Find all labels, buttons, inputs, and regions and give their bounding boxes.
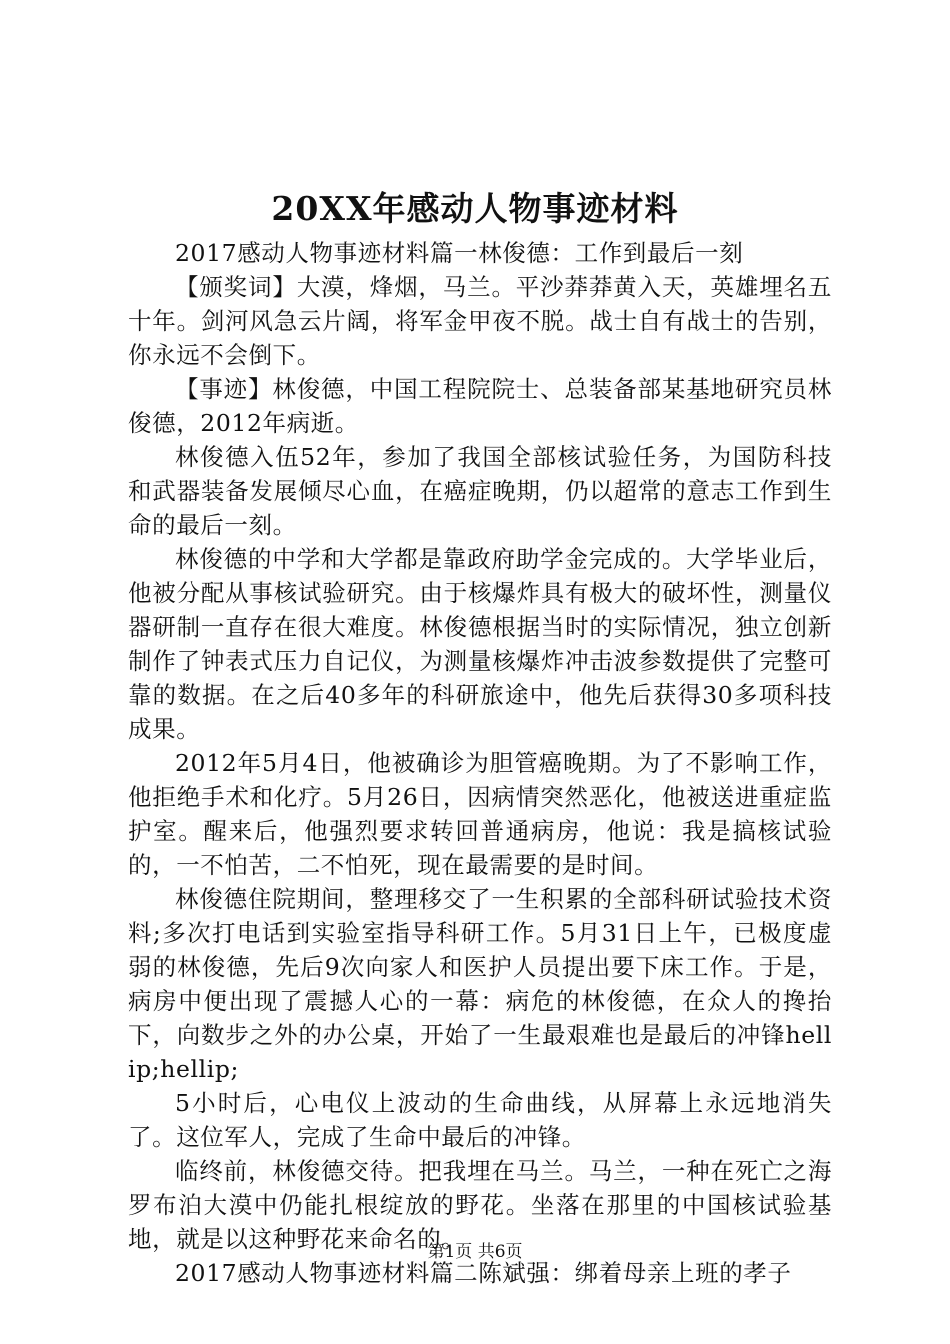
paragraph-7: 林俊德住院期间，整理移交了一生积累的全部科研试验技术资料;多次打电话到实验室指导科研工作。5月31日上午，已极度虚弱的林俊德，先后9次向家人和医护人员提出要下床工作。于是，病房中便出现了震撼人心的一幕：病危的林俊德，在众人的搀抬下，向数步之外的办公桌，开始了一生最艰难也是最后的冲锋hellip;hellip;: [128, 885, 832, 1083]
paragraph-2: 【颁奖词】大漠，烽烟，马兰。平沙莽莽黄入天，英雄埋名五十年。剑河风急云片阔，将军金甲夜不脱。战士自有战士的告别，你永远不会倒下。: [128, 273, 832, 369]
paragraph-5: 林俊德的中学和大学都是靠政府助学金完成的。大学毕业后，他被分配从事核试验研究。由于核爆炸具有极大的破坏性，测量仪器研制一直存在很大难度。林俊德根据当时的实际情况，独立创新制作了钟表式压力自记仪，为测量核爆炸冲击波参数提供了完整可靠的数据。在之后40多年的科研旅途中，他先后获得30多项科技成果。: [128, 545, 832, 743]
page-number-footer: 第1页 共6页: [427, 1242, 523, 1262]
document-body: [128, 236, 832, 1290]
paragraph-10: 2017感动人物事迹材料篇二陈斌强：绑着母亲上班的孝子: [175, 1259, 792, 1287]
paragraph-1: 2017感动人物事迹材料篇一林俊德：工作到最后一刻: [175, 239, 744, 267]
paragraph-8: 5小时后，心电仪上波动的生命曲线，从屏幕上永远地消失了。这位军人，完成了生命中最后的冲锋。: [128, 1089, 832, 1151]
paragraph-9: 临终前，林俊德交待。把我埋在马兰。马兰，一种在死亡之海罗布泊大漠中仍能扎根绽放的野花。坐落在那里的中国核试验基地，就是以这种野花来命名的。: [128, 1157, 832, 1253]
paragraph-4: 林俊德入伍52年，参加了我国全部核试验任务，为国防科技和武器装备发展倾尽心血，在癌症晚期，仍以超常的意志工作到生命的最后一刻。: [128, 443, 832, 539]
paragraph-6: 2012年5月4日，他被确诊为胆管癌晚期。为了不影响工作，他拒绝手术和化疗。5月26日，因病情突然恶化，他被送进重症监护室。醒来后，他强烈要求转回普通病房，他说：我是搞核试验的，一不怕苦，二不怕死，现在最需要的是时间。: [128, 749, 832, 879]
document-title: 20XX年感动人物事迹材料: [271, 189, 679, 228]
paragraph-3: 【事迹】林俊德，中国工程院院士、总装备部某基地研究员林俊德，2012年病逝。: [128, 375, 832, 437]
